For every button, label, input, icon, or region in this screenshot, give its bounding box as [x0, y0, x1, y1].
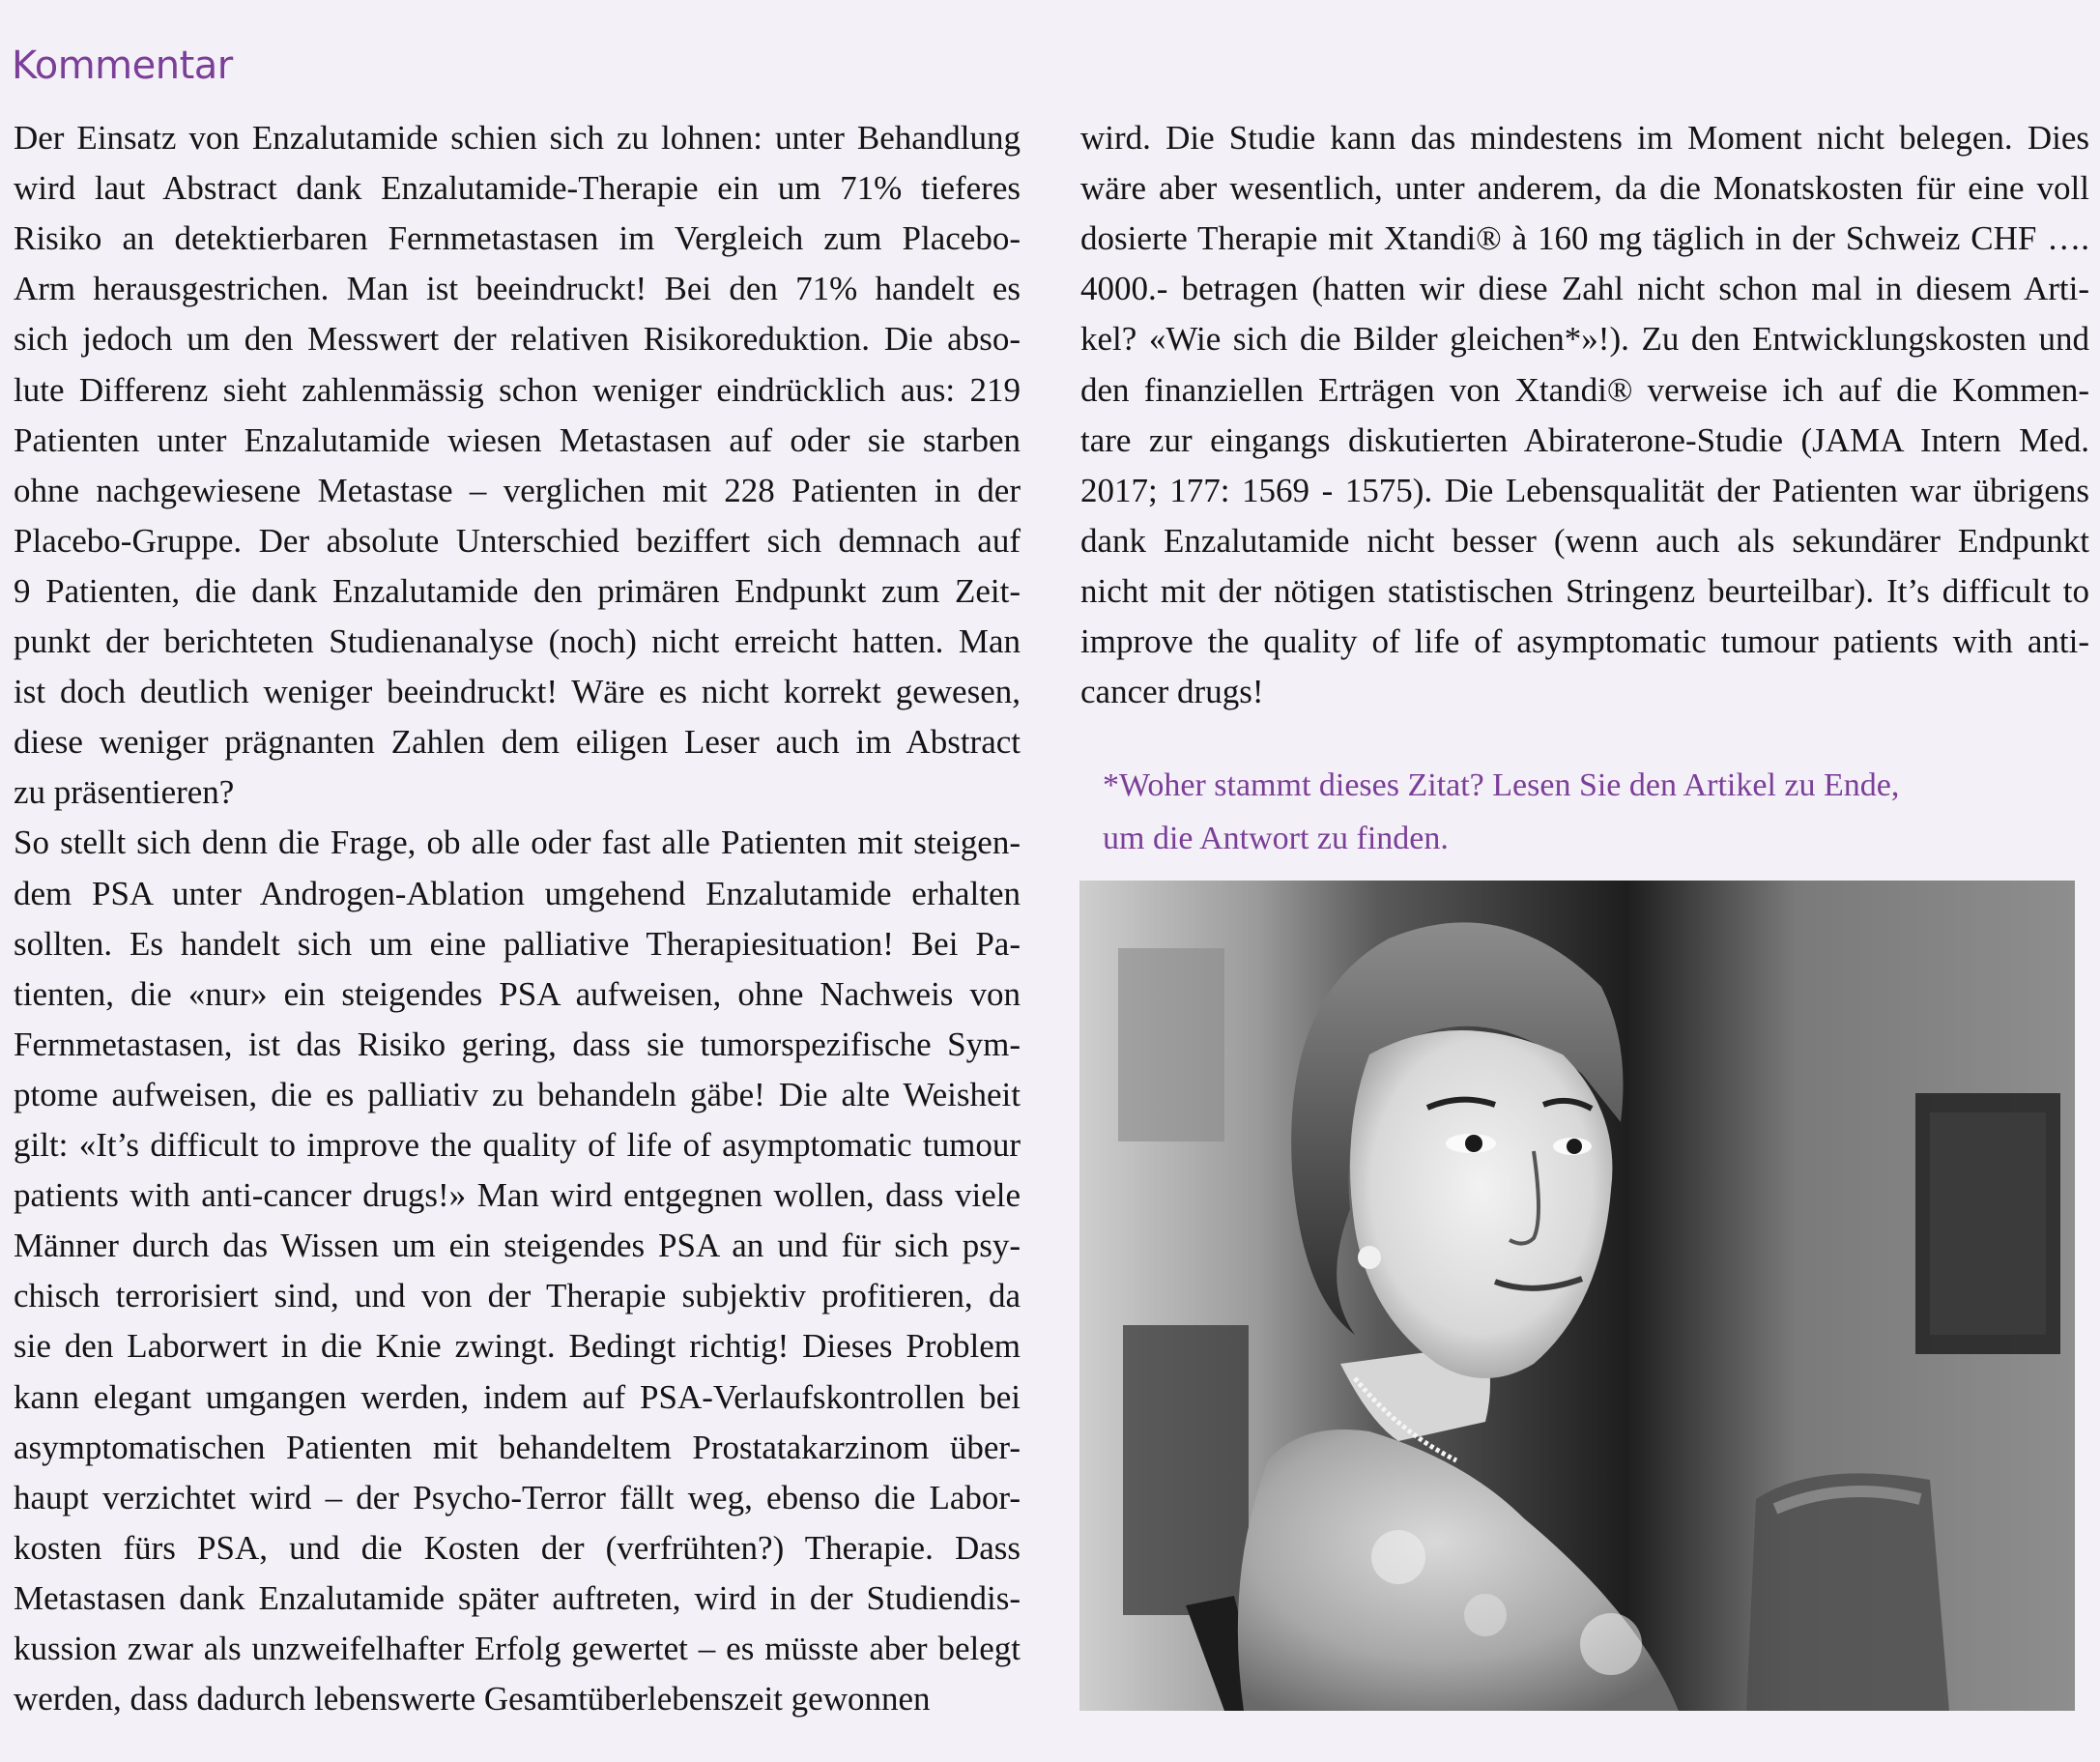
text-line-content: ist doch deutlich weniger beeindruckt! Wäre es nicht korrekt gewesen, [14, 673, 1021, 711]
text-line [1080, 566, 2089, 617]
text-line [1080, 516, 2089, 566]
text-line [14, 869, 1021, 919]
portrait-photo [1079, 881, 2075, 1711]
text-line-content: ptome aufweisen, die es palliativ zu behandeln gäbe! Die alte Weisheit [14, 1075, 1021, 1113]
text-line [14, 516, 1021, 566]
text-line-content: patients with anti-cancer drugs!» Man wird entgegnen wollen, dass viele [14, 1176, 1021, 1215]
text-line [1080, 667, 2089, 717]
text-line [1080, 466, 2089, 516]
text-line [14, 1020, 1021, 1070]
text-line [14, 566, 1021, 617]
text-line-content: dank Enzalutamide nicht besser (wenn auch als sekundärer Endpunkt [1080, 521, 2089, 560]
text-line-content: wäre aber wesentlich, unter anderem, da die Monatskosten für eine voll [1080, 169, 2089, 208]
text-line-content: kussion zwar als unzweifelhafter Erfolg gewertet – es müsste aber belegt [14, 1630, 1021, 1667]
text-line-content: zu präsentieren? [14, 773, 235, 812]
text-line [1080, 365, 2089, 416]
text-line-content: den finanziellen Erträgen von Xtandi® verweise ich auf die Kommen- [1080, 370, 2089, 409]
text-line-content: punkt der berichteten Studienanalyse (noch) nicht erreicht hatten. Man [14, 622, 1021, 660]
text-line-content: ohne nachgewiesene Metastase – verglichen mit 228 Patienten in der [14, 471, 1021, 509]
text-line [14, 1120, 1021, 1170]
text-line [14, 1423, 1021, 1473]
text-line [14, 1473, 1021, 1523]
text-line [1080, 416, 2089, 466]
text-line [1080, 163, 2089, 214]
text-line [1080, 314, 2089, 364]
text-line-content: 9 Patienten, die dank Enzalutamide den primären Endpunkt zum Zeit- [14, 571, 1021, 610]
text-line-content: chisch terrorisiert sind, und von der Therapie subjektiv profitieren, da [14, 1277, 1021, 1315]
text-line-content: kann elegant umgangen werden, indem auf PSA-Verlaufskontrollen bei [14, 1377, 1021, 1416]
text-line-content: Fernmetastasen, ist das Risiko gering, dass sie tumorspezifische Sym- [14, 1025, 1021, 1063]
text-line-content: *Woher stammt dieses Zitat? Lesen Sie den Artikel zu Ende, [1103, 767, 1900, 803]
portrait-image [1079, 881, 2075, 1711]
text-line-content: dem PSA unter Androgen-Ablation umgehend Enzalutamide erhalten [14, 874, 1021, 912]
text-line-content: asymptomatischen Patienten mit behandeltem Prostatakarzinom über- [14, 1428, 1021, 1466]
text-line-content: Metastasen dank Enzalutamide später auftreten, wird in der Studiendis- [14, 1578, 1021, 1617]
text-line [14, 1523, 1021, 1574]
text-line-content: sich jedoch um den Messwert der relativen Risikoreduktion. Die abso- [14, 320, 1021, 359]
text-line [14, 1271, 1021, 1321]
text-line [14, 1624, 1021, 1674]
text-line-content: Arm herausgestrichen. Man ist beeindruckt! Bei den 71% handelt es [14, 270, 1021, 308]
text-line [1103, 761, 2069, 811]
text-line-content: cancer drugs! [1080, 673, 1264, 711]
text-line-content: Männer durch das Wissen um ein steigendes PSA an und für sich psy- [14, 1227, 1021, 1265]
text-line [14, 1372, 1021, 1423]
text-line-content: um die Antwort zu finden. [1103, 821, 1449, 856]
text-line-content: 2017; 177: 1569 - 1575). Die Lebensqualität der Patienten war übrigens [1080, 471, 2089, 509]
text-line [14, 416, 1021, 466]
text-line [14, 466, 1021, 516]
text-line-content: kel? «Wie sich die Bilder gleichen*»!). Zu den Entwicklungskosten und [1080, 320, 2089, 359]
text-line [14, 919, 1021, 969]
text-line [14, 1674, 1021, 1724]
text-line [14, 1574, 1021, 1624]
text-line-content: Risiko an detektierbaren Fernmetastasen im Vergleich zum Placebo- [14, 219, 1021, 258]
text-line-content: sollten. Es handelt sich um eine palliative Therapiesituation! Bei Pa- [14, 924, 1021, 963]
text-line [14, 969, 1021, 1020]
text-line-content: wird. Die Studie kann das mindestens im Moment nicht belegen. Dies [1080, 119, 2089, 157]
text-line [1080, 214, 2089, 264]
text-line [14, 163, 1021, 214]
text-line [14, 365, 1021, 416]
text-line [14, 1221, 1021, 1271]
text-line [1080, 113, 2089, 163]
text-line-content: nicht mit der nötigen statistischen Stringenz beurteilbar). It’s difficult to [1080, 571, 2089, 610]
text-line-content: haupt verzichtet wird – der Psycho-Terror fällt weg, ebenso die Labor- [14, 1478, 1021, 1516]
text-line [14, 214, 1021, 264]
text-line-content: werden, dass dadurch lebenswerte Gesamtüberlebenszeit gewonnen [14, 1680, 931, 1719]
text-line-content: So stellt sich denn die Frage, ob alle oder fast alle Patienten mit steigen- [14, 823, 1021, 862]
text-line-content: sie den Laborwert in die Knie zwingt. Bedingt richtig! Dieses Problem [14, 1327, 1021, 1366]
text-line [14, 667, 1021, 717]
text-line [14, 113, 1021, 163]
text-line [14, 264, 1021, 314]
text-line [14, 314, 1021, 364]
text-line [1080, 264, 2089, 314]
text-line-content: Der Einsatz von Enzalutamide schien sich zu lohnen: unter Behandlung [14, 119, 1021, 157]
text-line-content: 4000.- betragen (hatten wir diese Zahl nicht schon mal in diesem Arti- [1080, 270, 2089, 308]
text-line [14, 1170, 1021, 1221]
text-line-content: diese weniger prägnanten Zahlen dem eiligen Leser auch im Abstract [14, 723, 1021, 762]
text-line-content: lute Differenz sieht zahlenmässig schon weniger eindrücklich aus: 219 [14, 370, 1021, 409]
text-line-content: Placebo-Gruppe. Der absolute Unterschied beziffert sich demnach auf [14, 521, 1021, 560]
text-line-content: Patienten unter Enzalutamide wiesen Metastasen auf oder sie starben [14, 420, 1021, 459]
text-line-content: tienten, die «nur» ein steigendes PSA aufweisen, ohne Nachweis von [14, 974, 1021, 1013]
section-heading: Kommentar [12, 43, 233, 88]
text-line-content: gilt: «It’s difficult to improve the quality of life of asymptomatic tumour [14, 1126, 1021, 1164]
text-line-content: tare zur eingangs diskutierten Abiraterone-Studie (JAMA Intern Med. [1080, 420, 2089, 459]
text-line [14, 617, 1021, 667]
text-line [14, 717, 1021, 767]
text-line-content: dosierte Therapie mit Xtandi® à 160 mg täglich in der Schweiz CHF …. [1080, 219, 2089, 258]
text-line [1080, 617, 2089, 667]
text-line [14, 1070, 1021, 1120]
text-line-content: wird laut Abstract dank Enzalutamide-Therapie ein um 71% tieferes [14, 169, 1021, 208]
text-line-content: kosten fürs PSA, und die Kosten der (verfrühten?) Therapie. Dass [14, 1528, 1021, 1567]
text-line [14, 767, 1021, 818]
text-line [14, 1321, 1021, 1372]
text-line [1103, 814, 2069, 864]
text-line [14, 818, 1021, 868]
text-line-content: improve the quality of life of asymptomatic tumour patients with anti- [1080, 622, 2089, 660]
